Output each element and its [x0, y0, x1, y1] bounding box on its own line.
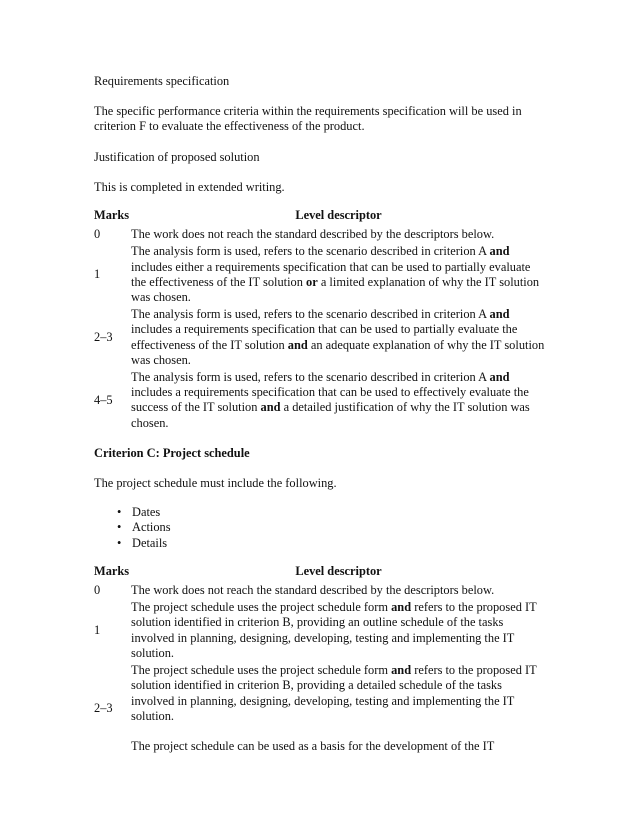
emphasis-keyword: and — [489, 307, 510, 322]
descriptor-fragment: includes a requirements specification that can be used to effectively evaluate the success of the IT solution — [131, 385, 529, 415]
emphasis-keyword: and — [287, 337, 308, 352]
marks-cell: 0 — [94, 583, 101, 598]
rubric-rows — [94, 227, 546, 433]
rubric-table-criterion-c — [94, 564, 546, 756]
marks-cell: 1 — [94, 267, 101, 282]
descriptor-fragment: The analysis form is used, refers to the scenario described in criterion A — [131, 307, 490, 322]
rubric-rows — [94, 583, 546, 756]
emphasis-keyword: and — [489, 370, 510, 385]
marks-cell: 4–5 — [94, 392, 113, 407]
marks-cell: 1 — [94, 623, 101, 638]
bullet-item: • Actions — [132, 520, 546, 535]
marks-cell: 2–3 — [94, 330, 113, 345]
descriptor-text — [131, 370, 546, 431]
descriptor-cell — [131, 370, 546, 433]
descriptor-text — [131, 227, 546, 242]
descriptor-extra-text: The project schedule can be used as a basis for the development of the IT — [131, 738, 495, 753]
descriptor-fragment: a detailed justification of why the IT solution was chosen. — [131, 400, 530, 430]
table-row — [94, 663, 546, 756]
table-row — [94, 227, 546, 244]
justification-heading: Justification of proposed solution — [94, 149, 260, 164]
emphasis-keyword: and — [391, 600, 412, 615]
descriptor-cell — [131, 307, 546, 370]
descriptor-fragment: The work does not reach the standard described by the descriptors below. — [131, 583, 495, 598]
level-descriptor-header: Level descriptor — [295, 563, 382, 578]
descriptor-cell — [131, 227, 546, 244]
requirements-body: The specific performance criteria within the requirements specification will be used in criterion F to evaluate the effectiveness of the product. — [94, 104, 522, 134]
marks-cell: 0 — [94, 227, 101, 242]
level-descriptor-header: Level descriptor — [295, 208, 382, 223]
descriptor-fragment: includes either a requirements specification that can be used to partially evaluate the effectiveness of the IT solution — [131, 259, 531, 289]
marks-header: Marks — [94, 208, 130, 223]
descriptor-text — [131, 663, 546, 724]
descriptor-cell — [131, 583, 546, 600]
descriptor-cell — [131, 600, 546, 663]
emphasis-keyword: and — [260, 400, 281, 415]
descriptor-fragment: The project schedule uses the project schedule form — [131, 663, 392, 678]
criterion-c-intro: The project schedule must include the following. — [94, 476, 337, 491]
descriptor-fragment: a limited explanation of why the IT solution was chosen. — [131, 274, 540, 305]
criterion-c-title: Criterion C: Project schedule — [94, 445, 250, 460]
rubric-table-criterion-b — [94, 208, 546, 433]
descriptor-text — [131, 583, 546, 598]
descriptor-fragment: refers to the proposed IT solution identified in criterion B, providing a detailed schedule of the tasks involved in planning, designing, developing, testing and implementing the IT solution. — [131, 663, 537, 723]
descriptor-text — [131, 307, 546, 368]
justification-body: This is completed in extended writing. — [94, 179, 285, 194]
descriptor-text — [131, 600, 546, 661]
emphasis-keyword: and — [489, 244, 510, 259]
requirements-heading: Requirements specification — [94, 74, 230, 88]
marks-header: Marks — [94, 563, 130, 578]
descriptor-fragment: includes a requirements specification that can be used to partially evaluate the effectiveness of the IT solution — [131, 322, 518, 352]
emphasis-keyword: and — [391, 663, 412, 678]
table-row — [94, 370, 546, 433]
descriptor-cell — [131, 244, 546, 307]
document-page — [94, 74, 546, 756]
descriptor-fragment: The analysis form is used, refers to the scenario described in criterion A — [131, 370, 490, 385]
table-row — [94, 244, 546, 307]
emphasis-keyword: or — [306, 274, 318, 289]
bullet-item: • Details — [132, 536, 546, 551]
table-row — [94, 600, 546, 663]
descriptor-text — [131, 244, 546, 305]
table-row — [94, 307, 546, 370]
table-row — [94, 583, 546, 600]
descriptor-cell — [131, 663, 546, 756]
descriptor-fragment: The project schedule uses the project schedule form — [131, 600, 392, 615]
descriptor-fragment: an adequate explanation of why the IT solution was chosen. — [131, 337, 545, 367]
descriptor-fragment: The analysis form is used, refers to the scenario described in criterion A — [131, 244, 490, 259]
descriptor-fragment: The work does not reach the standard described by the descriptors below. — [131, 227, 495, 242]
marks-cell: 2–3 — [94, 701, 113, 715]
descriptor-fragment: refers to the proposed IT solution identified in criterion B, providing an outline schedule of the tasks involved in planning, designing, developing, testing and implementing the IT solution. — [131, 600, 537, 660]
schedule-items-list — [94, 505, 546, 551]
bullet-item: • Dates — [132, 505, 546, 520]
